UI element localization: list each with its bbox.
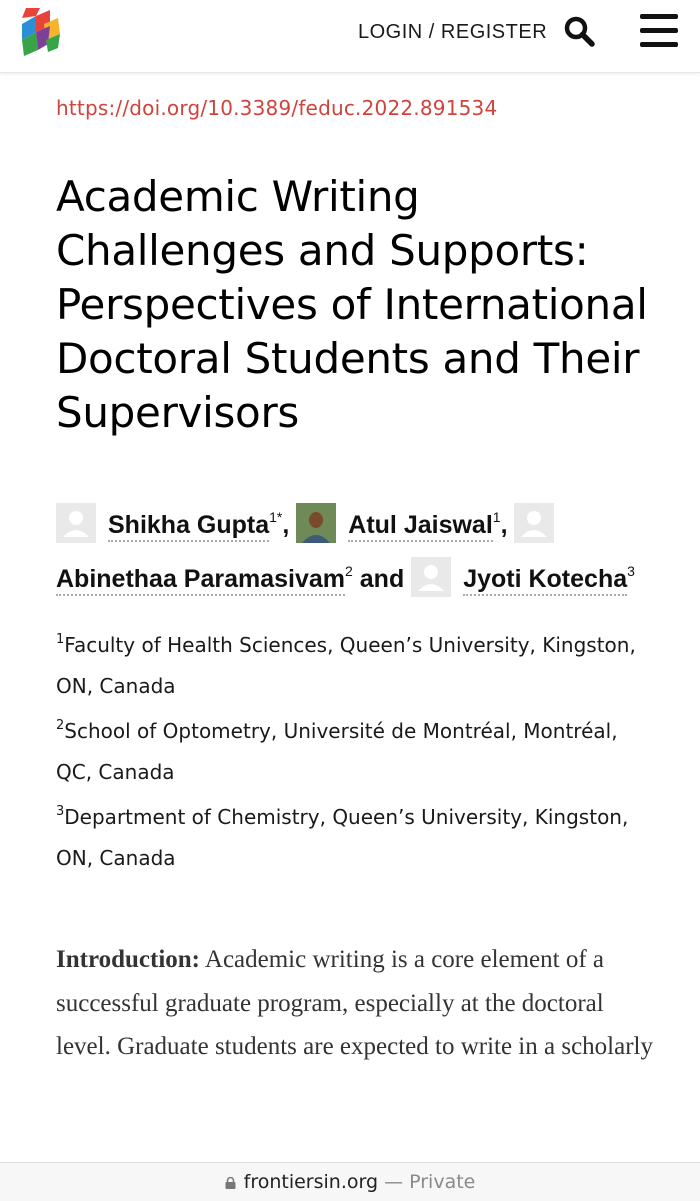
affiliation-text: Department of Chemistry, Queen’s University, Kingston, ON, Canada [56, 805, 629, 870]
author-affiliation-marker: 1* [269, 509, 283, 525]
author-item[interactable] [56, 511, 296, 539]
author-affiliation-marker: 2 [345, 563, 353, 579]
hamburger-icon [640, 14, 678, 19]
abstract-section [56, 938, 656, 1069]
site-header [0, 0, 700, 73]
author-affiliation-marker: 3 [627, 563, 635, 579]
avatar-placeholder-icon [56, 503, 96, 543]
lock-icon [225, 1177, 236, 1189]
hamburger-icon [640, 42, 678, 47]
avatar-photo [296, 503, 336, 543]
avatar-placeholder-icon [411, 557, 451, 597]
author-list [56, 494, 656, 602]
doi-link[interactable]: https://doi.org/10.3389/feduc.2022.891534 [56, 96, 498, 120]
search-icon [562, 14, 596, 48]
avatar-placeholder-icon [514, 503, 554, 543]
affiliation-item [56, 620, 656, 706]
frontiers-logo-icon[interactable] [18, 6, 64, 58]
private-mode-label: — Private [384, 1171, 476, 1193]
affiliation-text: Faculty of Health Sciences, Queen’s University, Kingston, ON, Canada [56, 633, 636, 698]
search-button[interactable] [562, 14, 596, 48]
affiliation-item [56, 706, 656, 792]
hamburger-icon [640, 28, 678, 33]
affiliation-item [56, 792, 656, 878]
author-name[interactable]: Shikha Gupta [108, 511, 269, 542]
article-content [56, 72, 656, 1069]
author-name[interactable]: Atul Jaiswal [348, 511, 493, 542]
author-name[interactable]: Abinethaa Paramasivam [56, 565, 345, 596]
author-name[interactable]: Jyoti Kotecha [463, 565, 627, 596]
abstract-text: Academic writing is a core element of a successful graduate program, especially at the doctoral level. Graduate students are expected to write in a scholarly [56, 946, 653, 1060]
author-separator: , [282, 511, 290, 539]
url-domain: frontiersin.org [243, 1171, 379, 1193]
affiliation-number: 1 [56, 632, 65, 647]
affiliation-list [56, 620, 656, 878]
affiliation-number: 3 [56, 804, 65, 819]
menu-button[interactable] [640, 12, 682, 48]
login-register-link[interactable]: LOGIN / REGISTER [358, 21, 548, 43]
abstract-heading: Introduction: [56, 946, 201, 973]
author-item[interactable] [411, 565, 635, 593]
affiliation-text: School of Optometry, Université de Montréal, Montréal, QC, Canada [56, 719, 618, 784]
author-item[interactable] [296, 511, 514, 539]
article-title: Academic Writing Challenges and Supports: Perspectives of International Doctoral Students and Their Supervisors [56, 172, 648, 437]
affiliation-number: 2 [56, 718, 65, 733]
author-separator: and [352, 565, 405, 593]
browser-url-bar[interactable] [0, 1162, 700, 1201]
author-separator: , [500, 511, 508, 539]
author-affiliation-marker: 1 [492, 509, 501, 525]
